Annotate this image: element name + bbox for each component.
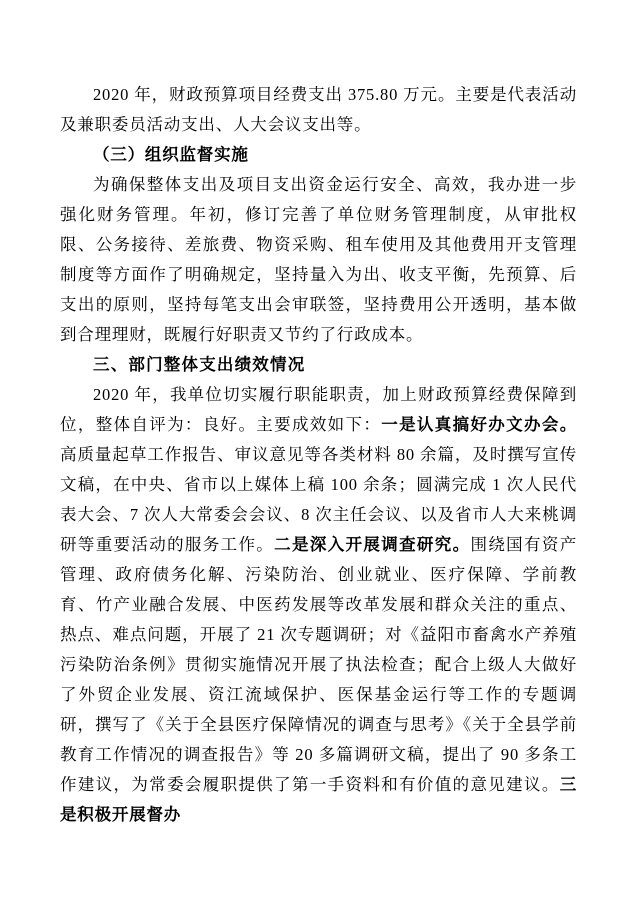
para-performance-summary <box>60 380 577 830</box>
text-run: 三是积极开展督办 <box>60 775 577 824</box>
text-run: 二是深入开展调查研究。 <box>274 535 471 554</box>
para-project-expense <box>60 80 577 140</box>
text-run: 2020 年，我单位切实履行职能职责，加上财政预算经费保障到位，整体自评为：良好。主要成效如下： <box>60 385 577 434</box>
text-run: 为确保整体支出及项目支出资金运行安全、高效，我办进一步强化财务管理。年初，修订完善了单位财务管理制度，从审批权限、公务接待、差旅费、物资采购、租车使用及其他费用开支管理制度等方面作了明确规定，坚持量入为出、收支平衡，先预算、后支出的原则，坚持每笔支出会审联签，坚持费用公开透明，基本做到合理理财，既履行好职责又节约了行政成本。 <box>60 175 577 344</box>
text-run: （三）组织监督实施 <box>93 145 249 164</box>
text-run: 高质量起草工作报告、审议意见等各类材料 80 余篇，及时撰写宣传文稿，在中央、省市以上媒体上稿 100 余条；圆满完成 1 次人民代表大会、7 次人大常委会会议、8 次主任会议、以及省市人大来桃调研等重要活动的服务工作。 <box>60 445 577 554</box>
document-content <box>60 80 577 830</box>
text-run: 三、部门整体支出绩效情况 <box>93 356 306 374</box>
text-run: 2020 年，财政预算项目经费支出 375.80 万元。主要是代表活动及兼职委员活动支出、人大会议支出等。 <box>60 85 577 134</box>
para-financial-management <box>60 170 577 350</box>
text-run: 围绕国有资产管理、政府债务化解、污染防治、创业就业、医疗保障、学前教育、竹产业融合发展、中医药发展等改革发展和群众关注的重点、热点、难点问题，开展了 21 次专题调研；对《益阳市畜禽水产养殖污染防治条例》贯彻实施情况开展了执法检查；配合上级人大做好了外贸企业发展、资江流域保护、医保基金运行等工作的专题调研，撰写了《关于全县医疗保障情况的调查与思考》《关于全县学前教育工作情况的调查报告》等 20 多篇调研文稿，提出了 90 多条工作建议，为常委会履职提供了第一手资料和有价值的意见建议。 <box>60 535 577 794</box>
heading-section-three-supervision <box>60 140 577 170</box>
text-run: 一是认真搞好办文办会。 <box>381 415 577 434</box>
heading-part-three-performance <box>60 350 577 380</box>
